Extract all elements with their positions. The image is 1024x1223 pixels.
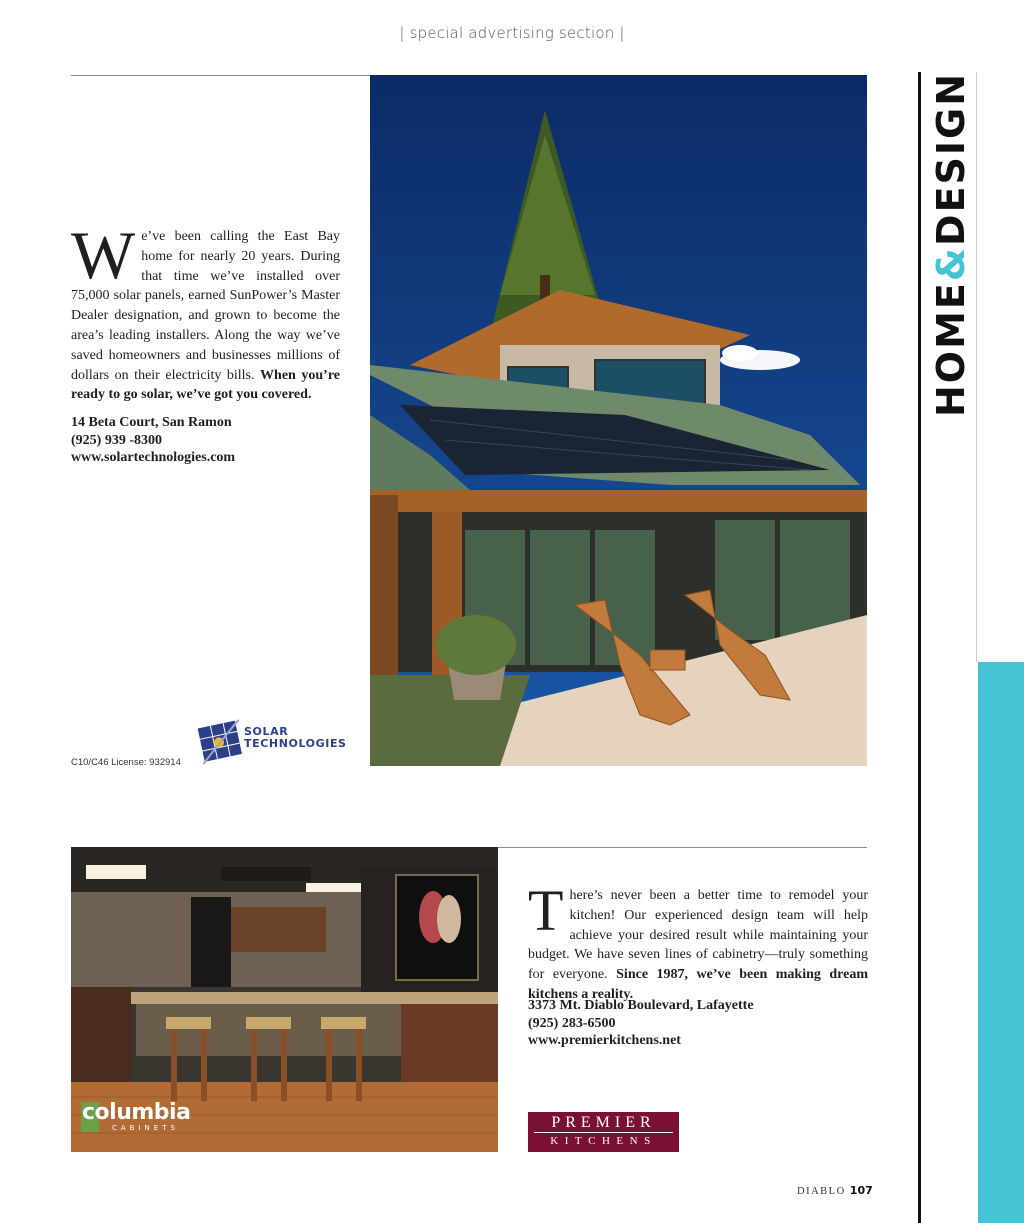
house-photo xyxy=(370,75,867,766)
premier-kitchens-logo xyxy=(528,1112,679,1152)
premier-contact xyxy=(528,997,754,1050)
solar-ad-text: e’ve been calling the East Bay home for nearly 20 years. During that time we’ve installed over 75,000 solar panels, earned SunPower’s Master Dealer designation, and grown to become the area’s leading installers. Along the way we’ve saved homeowners and businesses millions of dollars on their electricity bills. xyxy=(71,229,340,383)
teal-tab xyxy=(978,662,1024,1223)
solar-website: www.solartechnologies.com xyxy=(71,450,236,465)
magazine-name: DIABLO xyxy=(797,1186,846,1197)
mid-divider xyxy=(498,847,867,848)
solar-logo-line2: TECHNOLOGIES xyxy=(244,737,347,750)
premier-logo-bottom: KITCHENS xyxy=(550,1135,657,1147)
section-header: | special advertising section | xyxy=(399,24,625,42)
page-number: 107 xyxy=(849,1184,873,1197)
columbia-logo: columbia xyxy=(82,1100,191,1125)
premier-phone: (925) 283-6500 xyxy=(528,1015,616,1031)
margin-bar xyxy=(918,72,921,1223)
section-title-design: DESIGN xyxy=(929,71,973,246)
premier-website: www.premierkitchens.net xyxy=(528,1033,681,1048)
license-number: C10/C46 License: 932914 xyxy=(71,757,181,768)
drop-cap: W xyxy=(71,217,136,293)
premier-ad-tagline: Since 1987, we’ve been making dream kitchens a reality. xyxy=(528,967,868,1002)
solar-contact xyxy=(71,414,235,467)
solar-logo-line1: SOLAR xyxy=(244,725,289,738)
solar-logo-text xyxy=(244,726,347,750)
section-title xyxy=(929,71,973,417)
solar-ad-body xyxy=(71,217,340,405)
solar-ad-tagline: When you’re ready to go solar, we’ve got you covered. xyxy=(71,367,340,403)
solar-address: 14 Beta Court, San Ramon xyxy=(71,415,232,430)
page-footer xyxy=(797,1184,873,1197)
premier-logo-top: PREMIER xyxy=(551,1114,656,1131)
top-divider xyxy=(71,75,370,76)
svg-text:HOME&DESIGN xyxy=(929,72,973,417)
premier-ad-body xyxy=(528,878,868,1005)
solar-phone: (925) 939 -8300 xyxy=(71,432,162,448)
section-title-home: HOME xyxy=(929,281,973,417)
columbia-logo-sub: CABINETS xyxy=(112,1124,179,1132)
side-rule xyxy=(976,72,977,662)
section-title-amp: & xyxy=(929,245,973,282)
premier-address: 3373 Mt. Diablo Boulevard, Lafayette xyxy=(528,998,754,1013)
premier-ad-text: here’s never been a better time to remodel your kitchen! Our experienced design team will help achieve your desired result while maintaining your budget. We have seven lines of cabinetry—truly something for everyone. xyxy=(528,888,868,983)
drop-cap: T xyxy=(528,878,564,943)
